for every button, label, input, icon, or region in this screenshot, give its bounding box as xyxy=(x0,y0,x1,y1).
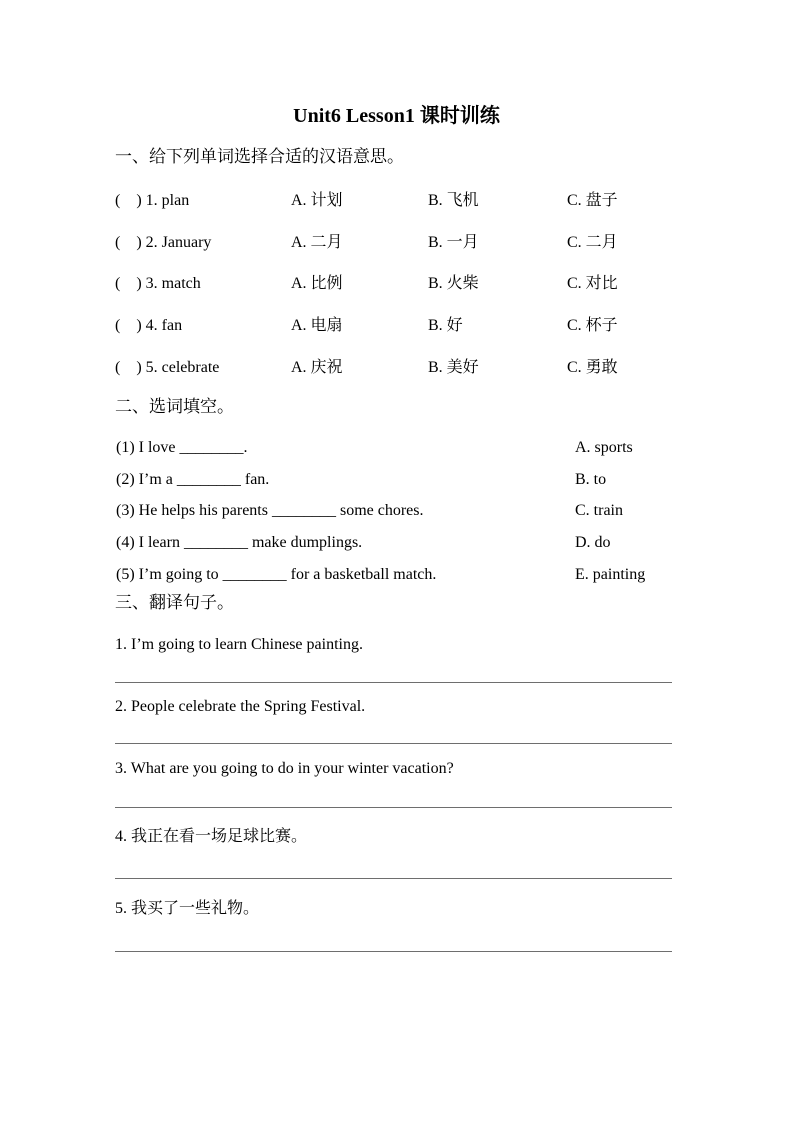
fill-blank-row xyxy=(116,501,756,521)
word-item: ( ) 1. plan xyxy=(115,192,190,209)
word-bank-option: D. do xyxy=(575,534,611,551)
section-three-header: 三、翻译句子。 xyxy=(115,593,234,612)
fill-blank-sentence: (3) He helps his parents ________ some chores. xyxy=(116,502,424,519)
translation-sentence: 2. People celebrate the Spring Festival. xyxy=(115,698,366,715)
fill-blank-row xyxy=(116,565,756,585)
word-choice-row xyxy=(115,191,755,211)
fill-blank-sentence: (4) I learn ________ make dumplings. xyxy=(116,534,363,551)
word-bank-option: E. painting xyxy=(575,566,646,583)
answer-line xyxy=(115,743,672,744)
word-bank-option: B. to xyxy=(575,471,607,488)
option-b: B. 美好 xyxy=(428,359,479,376)
option-c: C. 勇敢 xyxy=(567,359,618,376)
option-c: C. 盘子 xyxy=(567,192,618,209)
option-b: B. 飞机 xyxy=(428,192,479,209)
section-one-header: 一、给下列单词选择合适的汉语意思。 xyxy=(115,147,404,166)
fill-blank-sentence: (5) I’m going to ________ for a basketball match. xyxy=(116,566,437,583)
word-bank-option: A. sports xyxy=(575,439,633,456)
page-title: Unit6 Lesson1 课时训练 xyxy=(293,105,500,127)
translation-sentence: 1. I’m going to learn Chinese painting. xyxy=(115,636,363,653)
option-a: A. 计划 xyxy=(291,192,343,209)
option-b: B. 火柴 xyxy=(428,275,479,292)
translation-sentence: 3. What are you going to do in your winter vacation? xyxy=(115,760,454,777)
option-c: C. 对比 xyxy=(567,275,618,292)
option-a: A. 比例 xyxy=(291,275,343,292)
fill-blank-row xyxy=(116,470,756,490)
answer-line xyxy=(115,951,672,952)
option-b: B. 好 xyxy=(428,317,463,334)
fill-blank-row xyxy=(116,533,756,553)
option-c: C. 二月 xyxy=(567,234,618,251)
fill-blank-sentence: (2) I’m a ________ fan. xyxy=(116,471,270,488)
section-two-header: 二、选词填空。 xyxy=(115,397,234,416)
word-item: ( ) 4. fan xyxy=(115,317,183,334)
answer-line xyxy=(115,807,672,808)
word-choice-row xyxy=(115,274,755,294)
word-choice-row xyxy=(115,358,755,378)
answer-line xyxy=(115,878,672,879)
word-item: ( ) 5. celebrate xyxy=(115,359,220,376)
fill-blank-row xyxy=(116,438,756,458)
word-choice-row xyxy=(115,233,755,253)
option-b: B. 一月 xyxy=(428,234,479,251)
word-bank-option: C. train xyxy=(575,502,623,519)
option-c: C. 杯子 xyxy=(567,317,618,334)
word-choice-row xyxy=(115,316,755,336)
answer-line xyxy=(115,682,672,683)
fill-blank-sentence: (1) I love ________. xyxy=(116,439,248,456)
option-a: A. 电扇 xyxy=(291,317,343,334)
word-item: ( ) 2. January xyxy=(115,234,212,251)
translation-sentence: 4. 我正在看一场足球比赛。 xyxy=(115,828,308,845)
word-item: ( ) 3. match xyxy=(115,275,201,292)
option-a: A. 庆祝 xyxy=(291,359,343,376)
translation-sentence: 5. 我买了一些礼物。 xyxy=(115,900,260,917)
option-a: A. 二月 xyxy=(291,234,343,251)
